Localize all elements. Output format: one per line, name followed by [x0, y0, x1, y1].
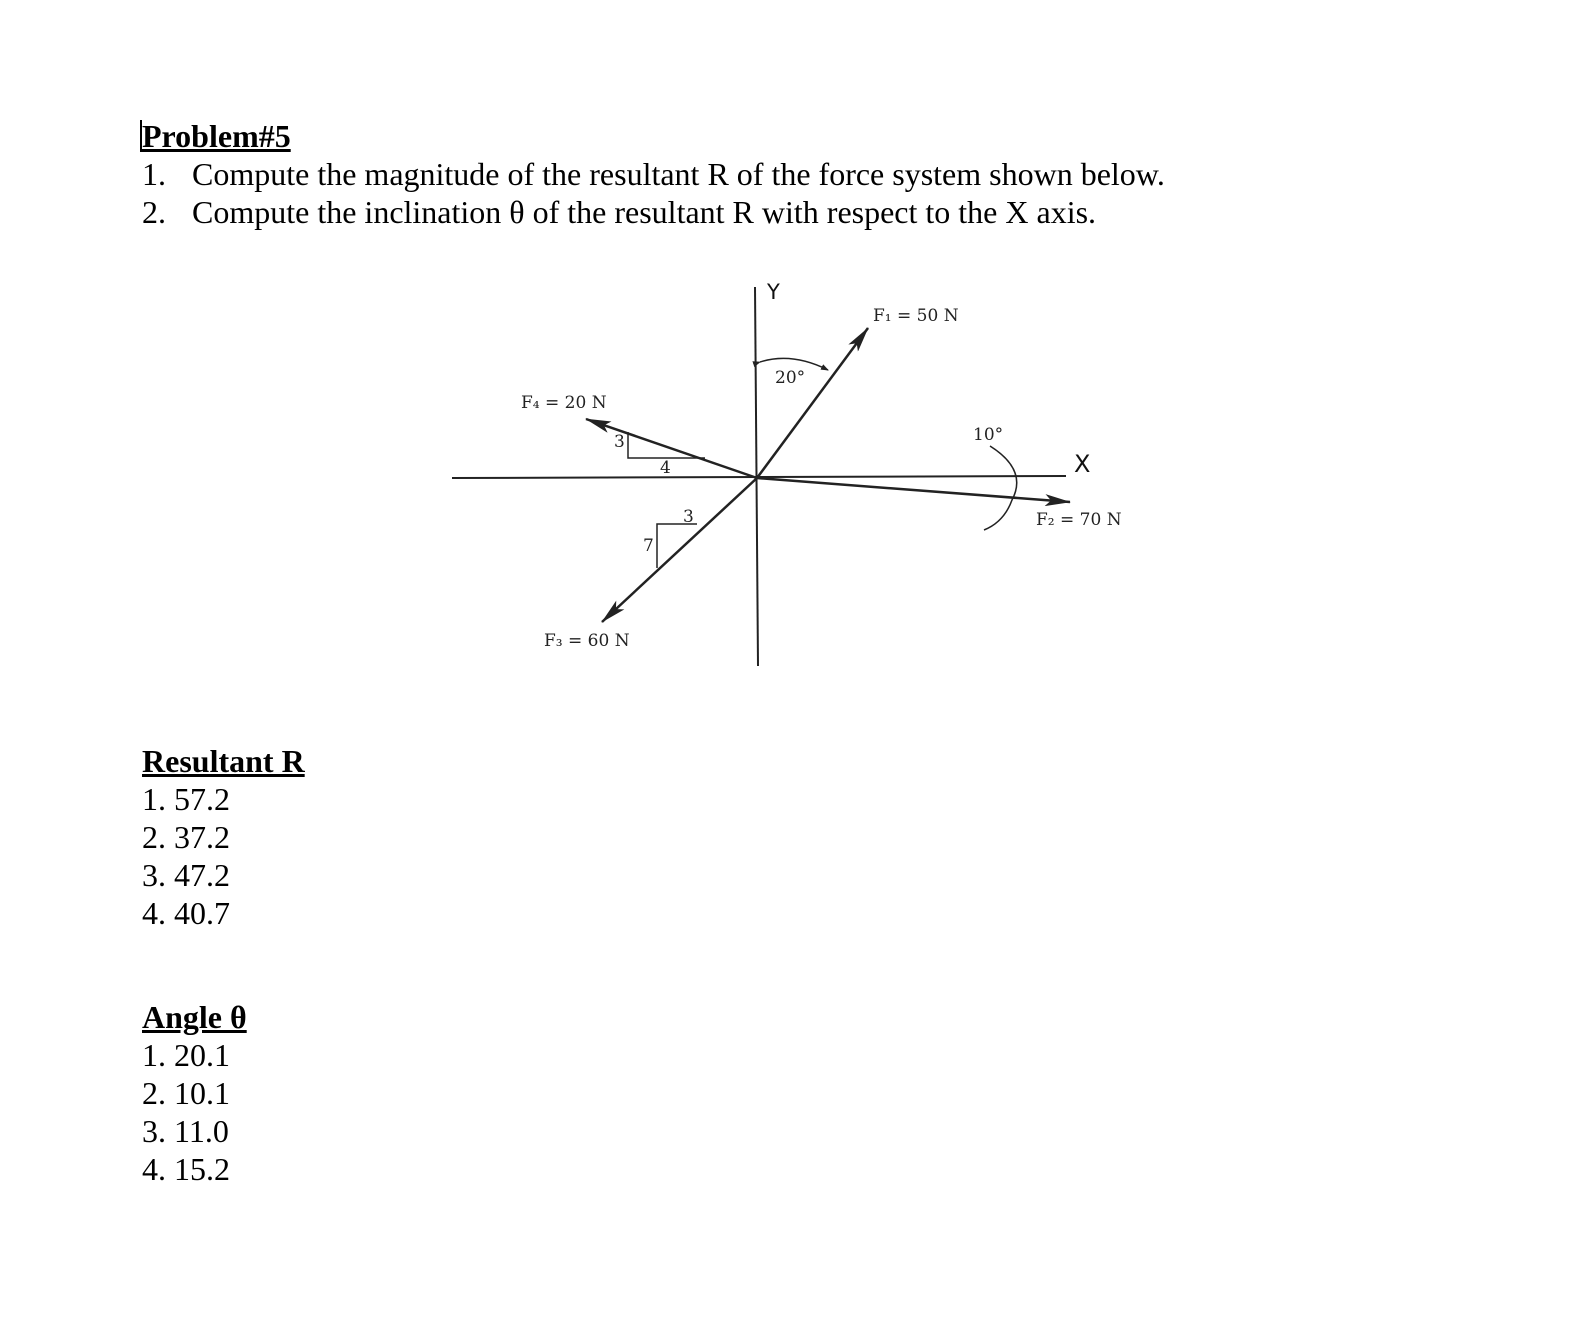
force-f2-label: F₂ = 70 N — [1036, 510, 1122, 530]
f4-slope-rise: 3 — [614, 432, 625, 452]
force-f1-arrow — [757, 328, 868, 478]
question-number: 1. — [142, 156, 166, 192]
answer-option: 4. 40.7 — [142, 895, 230, 931]
answer-option: 1. 20.1 — [142, 1037, 230, 1073]
question-text: Compute the inclination θ of the resultant R with respect to the X axis. — [192, 194, 1097, 230]
answer-option: 2. 37.2 — [142, 819, 230, 855]
problem-title: Problem#5 — [142, 118, 291, 154]
f1-angle-label: 20° — [775, 368, 806, 388]
resultant-heading: Resultant R — [142, 743, 305, 779]
x-axis-label: X — [1074, 450, 1091, 478]
force-f3-arrow — [602, 478, 757, 622]
question-text: Compute the magnitude of the resultant R of the force system shown below. — [192, 156, 1165, 192]
f3-slope-rise: 7 — [643, 536, 654, 556]
answer-option: 3. 11.0 — [142, 1113, 229, 1149]
f4-slope-run: 4 — [660, 458, 671, 478]
force-f2-arrow — [757, 478, 1070, 502]
answer-option: 4. 15.2 — [142, 1151, 230, 1187]
f3-slope-triangle — [657, 524, 697, 568]
answer-option: 1. 57.2 — [142, 781, 230, 817]
f2-angle-label: 10° — [973, 425, 1004, 445]
force-f1-label: F₁ = 50 N — [873, 306, 959, 326]
force-f4-arrow — [586, 419, 757, 478]
question-number: 2. — [142, 194, 166, 230]
f4-slope-triangle — [628, 432, 705, 458]
answer-option: 2. 10.1 — [142, 1075, 230, 1111]
angle-heading: Angle θ — [142, 999, 247, 1035]
f3-slope-run: 3 — [683, 507, 694, 527]
answer-option: 3. 47.2 — [142, 857, 230, 893]
force-f3-label: F₃ = 60 N — [544, 631, 630, 651]
force-f4-label: F₄ = 20 N — [521, 393, 607, 413]
y-axis-label: Y — [767, 280, 780, 304]
f2-angle-arc — [984, 446, 1017, 530]
resultant-answer-list — [142, 742, 305, 932]
angle-answer-list — [142, 998, 247, 1188]
